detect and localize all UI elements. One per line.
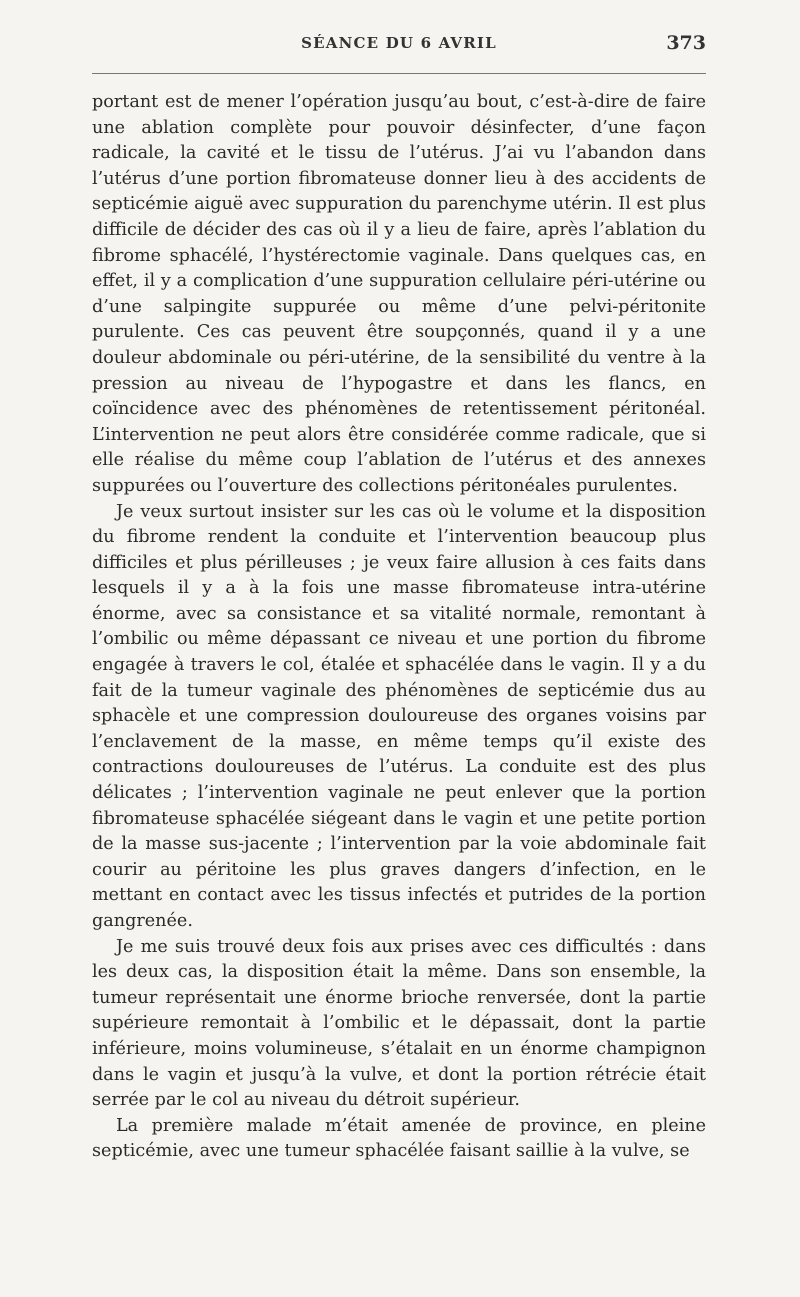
body-text [92, 90, 706, 1165]
running-title: SÉANCE DU 6 AVRIL [301, 34, 497, 52]
paragraph: La première malade m’était amenée de province, en pleine septicémie, avec une tumeur sphacélée faisant saillie à la vulve, se [92, 1115, 706, 1162]
paragraph-continuation: portant est de mener l’opération jusqu’au bout, c’est-à-dire de faire une ablation complète pour pouvoir désinfecter, d’une façon radicale, la cavité et le tissu de l’utérus. J’ai vu l’abandon dans l’utérus d’une portion fibromateuse donner lieu à des accidents de septicémie aiguë avec suppuration du parenchyme utérin. Il est plus difficile de décider des cas où il y a lieu de faire, après l’ablation du fibrome sphacélé, l’hystérectomie vaginale. Dans quelques cas, en effet, il y a complication d’une suppuration cellulaire péri-utérine ou d’une salpingite suppurée ou même d’une pelvi-péritonite purulente. Ces cas peuvent être soupçonnés, quand il y a une douleur abdominale ou péri-utérine, de la sensibilité du ventre à la pression au niveau de l’hypogastre et dans les flancs, en coïncidence avec des phénomènes de retentissement péritonéal. L’intervention ne peut alors être considérée comme radicale, que si elle réalise du même coup l’ablation de l’utérus et des annexes suppurées ou l’ouverture des collections péritonéales purulentes. [92, 92, 706, 496]
page-number: 373 [666, 32, 706, 54]
paragraph: Je veux surtout insister sur les cas où le volume et la disposition du fibrome rendent la conduite et l’intervention beaucoup plus difficiles et plus périlleuses ; je veux faire allusion à ces faits dans lesquels il y a à la fois une masse fibromateuse intra-utérine énorme, avec sa consistance et sa vitalité normale, remontant à l’ombilic ou même dépassant ce niveau et une portion du fibrome engagée à travers le col, étalée et sphacélée dans le vagin. Il y a du fait de la tumeur vaginale des phénomènes de septicémie dus au sphacèle et une compression douloureuse des organes voisins par l’enclavement de la masse, en même temps qu’il existe des contractions douloureuses de l’utérus. La conduite est des plus délicates ; l’intervention vaginale ne peut enlever que la portion fibromateuse sphacélée siégeant dans le vagin et une petite portion de la masse sus-jacente ; l’intervention par la voie abdominale fait courir au péritoine les plus graves dangers d’infection, en le mettant en contact avec les tissus infectés et putrides de la portion gangrenée. [92, 501, 706, 931]
paragraph: Je me suis trouvé deux fois aux prises avec ces difficultés : dans les deux cas, la disposition était la même. Dans son ensemble, la tumeur représentait une énorme brioche renversée, dont la partie supérieure remontait à l’ombilic et le dépassait, dont la partie inférieure, moins volumineuse, s’étalait en un énorme champignon dans le vagin et jusqu’à la vulve, et dont la portion rétrécie était serrée par le col au niveau du détroit supérieur. [92, 936, 706, 1111]
header-rule [92, 73, 706, 74]
running-head [92, 34, 706, 64]
